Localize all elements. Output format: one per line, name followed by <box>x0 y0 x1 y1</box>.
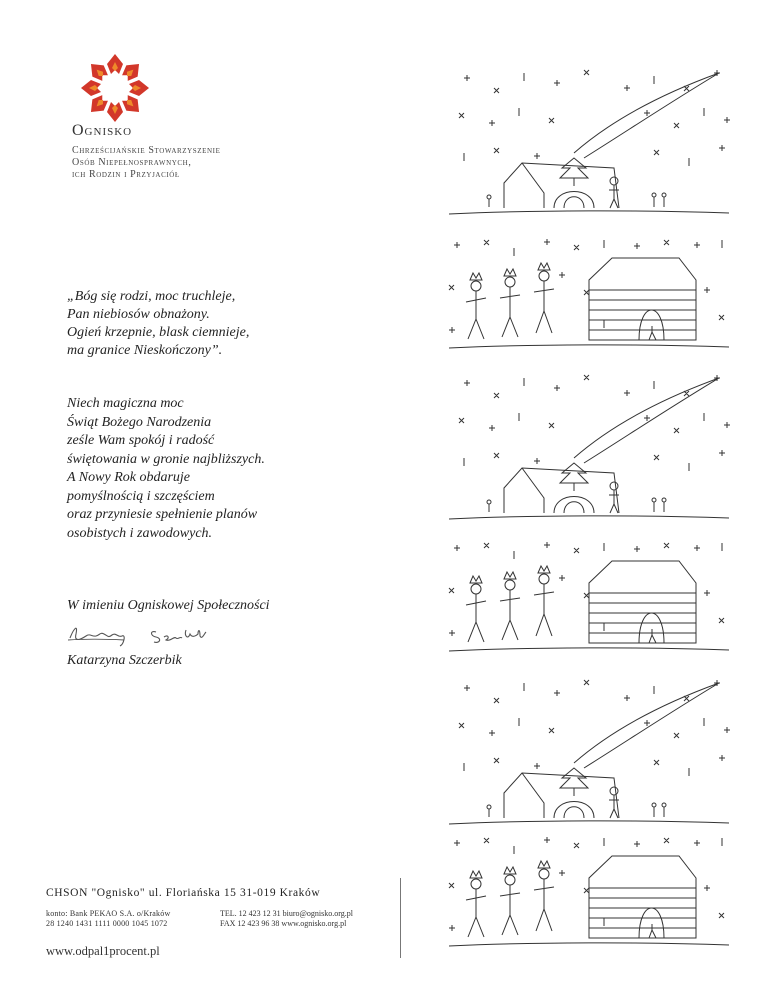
nativity-drawing-icon <box>444 58 734 218</box>
wish-line: świętowania w gronie najbliższych. <box>67 451 265 467</box>
on-behalf-text: W imieniu Ogniskowej Społeczności <box>67 598 270 613</box>
three-kings-drawing-icon <box>444 533 734 663</box>
wish-line: A Nowy Rok obdaruje <box>67 470 191 485</box>
wish-line: osobistych i zawodowych. <box>67 525 213 541</box>
stable-house <box>589 258 696 340</box>
wish-line: oraz przyniesie spełnienie planów <box>67 507 258 522</box>
wish-line: ześle Wam spokój i radość <box>67 433 215 448</box>
footer-address: CHSON "Ognisko" ul. Floriańska 15 31-019 Kraków <box>46 887 321 899</box>
stable <box>504 163 619 208</box>
wish-line: Niech magiczna moc <box>67 396 184 411</box>
footer-divider <box>400 878 401 958</box>
wish-line: Świąt Bożego Narodzenia <box>67 414 212 430</box>
contact-line: FAX 12 423 96 38 www.ognisko.org.pl <box>220 919 347 928</box>
nativity-drawing-icon <box>444 363 734 523</box>
footer-contact-info <box>220 909 353 929</box>
christmas-tree <box>560 158 588 186</box>
subtitle-line: Chrześcijańskie Stowarzyszenie <box>72 145 221 156</box>
signer-name: Katarzyna Szczerbik <box>67 653 182 668</box>
three-kings-drawing-icon <box>444 230 734 360</box>
quote-line: ma granice Nieskończony”. <box>67 343 223 358</box>
children-drawing-illustration <box>444 58 734 958</box>
quote-line: Ogień krzepnie, blask ciemnieje, <box>67 325 250 340</box>
footer-website-link[interactable]: www.odpal1procent.pl <box>46 944 160 958</box>
subtitle-line: ich Rodzin i Przyjaciół <box>72 169 180 180</box>
quote-line: „Bóg się rodzi, moc truchleje, <box>67 289 236 304</box>
quote-line: Pan niebiosów obnażony. <box>67 307 210 322</box>
subtitle-line: Osób Niepełnosprawnych, <box>72 157 192 168</box>
wish-line: pomyślnością i szczęściem <box>67 488 215 504</box>
carol-quote <box>67 288 249 360</box>
organization-name: Ognisko <box>72 122 133 139</box>
three-kings-drawing-icon <box>444 828 734 958</box>
contact-line: TEL. 12 423 12 31 biuro@ognisko.org.pl <box>220 909 353 918</box>
handwritten-signature-icon <box>64 620 234 650</box>
christmas-wishes <box>67 395 265 543</box>
bank-line: 28 1240 1431 1111 0000 1045 1072 <box>46 919 168 928</box>
nativity-drawing-icon <box>444 668 734 828</box>
bank-line: konto: Bank PEKAO S.A. o/Kraków <box>46 909 171 918</box>
organization-subtitle <box>72 145 221 181</box>
footer-bank-info <box>46 909 170 929</box>
